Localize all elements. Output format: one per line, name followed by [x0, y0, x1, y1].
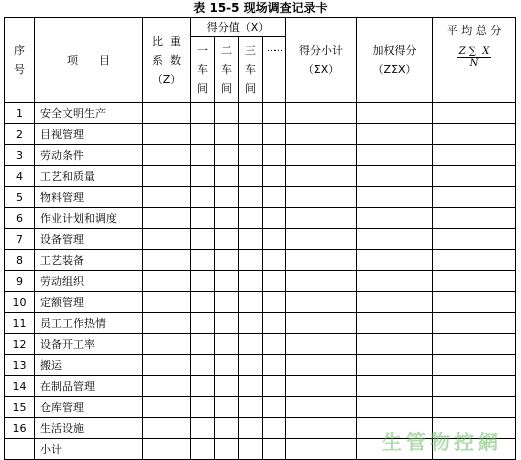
- cell-weight: [143, 292, 191, 313]
- cell-subtotal: [286, 103, 357, 124]
- header-subtotal-line1: 得分小计: [299, 44, 344, 57]
- header-workshop-2: [215, 37, 239, 103]
- row-number: 1: [5, 103, 35, 124]
- cell-workshop-2: [215, 124, 239, 145]
- cell-workshop-3: [239, 292, 263, 313]
- header-weighted: [357, 18, 433, 103]
- row-item: 劳动组织: [35, 271, 143, 292]
- cell-weight: [143, 313, 191, 334]
- cell-subtotal: [286, 166, 357, 187]
- cell-average: [433, 124, 516, 145]
- table-row: [5, 334, 516, 355]
- header-workshop-1-char3: 间: [197, 82, 208, 95]
- cell-subtotal: [286, 313, 357, 334]
- row-item: 仓库管理: [35, 397, 143, 418]
- cell-workshop-3: [239, 145, 263, 166]
- cell-more-workshops: [263, 376, 286, 397]
- cell-workshop-3: [239, 208, 263, 229]
- cell-workshop-2: [215, 292, 239, 313]
- cell-average: [433, 271, 516, 292]
- row-number: 2: [5, 124, 35, 145]
- header-workshop-3-char1: 三: [245, 44, 256, 57]
- table-row: [5, 166, 516, 187]
- cell-weighted: [357, 145, 433, 166]
- row-number: 8: [5, 250, 35, 271]
- cell-subtotal: [286, 124, 357, 145]
- cell-average: [433, 145, 516, 166]
- cell-workshop-1: [191, 187, 215, 208]
- cell-workshop-3: [239, 250, 263, 271]
- cell-workshop-1: [191, 250, 215, 271]
- cell-workshop-3: [239, 334, 263, 355]
- cell-workshop-3: [239, 313, 263, 334]
- cell-workshop-1: [191, 397, 215, 418]
- cell-subtotal: [286, 208, 357, 229]
- cell-more-workshops: [263, 271, 286, 292]
- row-item: 作业计划和调度: [35, 208, 143, 229]
- header-workshop-3: [239, 37, 263, 103]
- cell-average: [433, 355, 516, 376]
- cell-workshop-1: [191, 313, 215, 334]
- row-number: 7: [5, 229, 35, 250]
- row-item: 工艺和质量: [35, 166, 143, 187]
- cell-workshop-3: [239, 376, 263, 397]
- cell-subtotal: [286, 334, 357, 355]
- cell-workshop-3: [239, 229, 263, 250]
- table-row: [5, 103, 516, 124]
- cell-more-workshops: [263, 229, 286, 250]
- header-workshop-2-char3: 间: [221, 82, 232, 95]
- cell-weighted: [357, 103, 433, 124]
- cell-more-workshops: [263, 313, 286, 334]
- average-formula-denominator: N: [469, 58, 479, 69]
- cell-more-workshops: [263, 208, 286, 229]
- cell-workshop-1: [191, 334, 215, 355]
- row-number: 4: [5, 166, 35, 187]
- cell-workshop-1: [191, 292, 215, 313]
- cell-workshop-3: [239, 418, 263, 439]
- cell-weighted: [357, 397, 433, 418]
- cell-workshop-2: [215, 250, 239, 271]
- cell-workshop-1: [191, 166, 215, 187]
- cell-workshop-2: [215, 313, 239, 334]
- row-number: 10: [5, 292, 35, 313]
- header-average: [433, 18, 516, 103]
- table-row: [5, 313, 516, 334]
- cell-weight: [143, 124, 191, 145]
- row-number: 15: [5, 397, 35, 418]
- cell-workshop-3: [239, 166, 263, 187]
- table-row: [5, 250, 516, 271]
- cell-more-workshops: [263, 166, 286, 187]
- row-number: 11: [5, 313, 35, 334]
- cell-subtotal: [286, 145, 357, 166]
- cell-more-workshops: [263, 292, 286, 313]
- cell-average: [433, 103, 516, 124]
- cell-weight: [143, 103, 191, 124]
- cell-workshop-2: [215, 166, 239, 187]
- header-weight-line3: （Z）: [151, 72, 182, 86]
- header-weighted-line2: （ZΣX）: [372, 63, 417, 76]
- row-number: 5: [5, 187, 35, 208]
- table-row: [5, 271, 516, 292]
- cell-more-workshops: [263, 334, 286, 355]
- cell-average: [433, 229, 516, 250]
- header-workshop-3-char2: 车: [245, 63, 256, 76]
- header-workshop-2-char1: 二: [221, 44, 232, 57]
- cell-weighted: [357, 355, 433, 376]
- cell-subtotal: [286, 229, 357, 250]
- cell-workshop-2: [215, 229, 239, 250]
- header-weight-line2: 系 数: [152, 53, 181, 67]
- row-item: 设备开工率: [35, 334, 143, 355]
- cell-subtotal: [286, 271, 357, 292]
- cell-workshop-1: [191, 439, 215, 460]
- cell-average: [433, 250, 516, 271]
- cell-workshop-2: [215, 376, 239, 397]
- average-formula-numerator: Z ∑ X: [458, 46, 490, 57]
- cell-weighted: [357, 271, 433, 292]
- cell-more-workshops: [263, 397, 286, 418]
- cell-more-workshops: [263, 439, 286, 460]
- cell-weighted: [357, 166, 433, 187]
- header-weighted-line1: 加权得分: [372, 44, 417, 57]
- header-item: 项 目: [35, 18, 143, 103]
- row-item: 小计: [35, 439, 143, 460]
- cell-weight: [143, 208, 191, 229]
- cell-weighted: [357, 187, 433, 208]
- row-number: 14: [5, 376, 35, 397]
- cell-workshop-3: [239, 187, 263, 208]
- cell-workshop-2: [215, 439, 239, 460]
- table-row: [5, 229, 516, 250]
- table-row: [5, 145, 516, 166]
- cell-workshop-1: [191, 208, 215, 229]
- cell-weighted: [357, 292, 433, 313]
- row-item: 物料管理: [35, 187, 143, 208]
- header-workshop-2-char2: 车: [221, 63, 232, 76]
- cell-weight: [143, 376, 191, 397]
- cell-more-workshops: [263, 145, 286, 166]
- cell-more-workshops: [263, 418, 286, 439]
- cell-more-workshops: [263, 250, 286, 271]
- cell-workshop-3: [239, 124, 263, 145]
- cell-subtotal: [286, 355, 357, 376]
- cell-more-workshops: [263, 124, 286, 145]
- header-average-label: 平 均 总 分: [446, 24, 502, 37]
- header-workshop-3-char3: 间: [245, 82, 256, 95]
- survey-record-table: [4, 17, 516, 460]
- table-row: [5, 208, 516, 229]
- row-number: 3: [5, 145, 35, 166]
- header-seq: [5, 18, 35, 103]
- cell-weight: [143, 187, 191, 208]
- cell-weight: [143, 229, 191, 250]
- cell-workshop-1: [191, 145, 215, 166]
- cell-weight: [143, 418, 191, 439]
- cell-weight: [143, 271, 191, 292]
- table-row: [5, 124, 516, 145]
- header-workshop-1-char2: 车: [197, 63, 208, 76]
- cell-workshop-2: [215, 187, 239, 208]
- cell-weight: [143, 145, 191, 166]
- row-item: 安全文明生产: [35, 103, 143, 124]
- cell-more-workshops: [263, 103, 286, 124]
- row-item: 劳动条件: [35, 145, 143, 166]
- cell-subtotal: [286, 418, 357, 439]
- cell-workshop-2: [215, 355, 239, 376]
- header-weight: [143, 18, 191, 103]
- header-subtotal-line2: （ΣX）: [302, 63, 340, 76]
- cell-weighted: [357, 229, 433, 250]
- row-number: 16: [5, 418, 35, 439]
- cell-workshop-1: [191, 355, 215, 376]
- cell-workshop-3: [239, 355, 263, 376]
- cell-average: [433, 187, 516, 208]
- cell-weighted: [357, 124, 433, 145]
- cell-workshop-1: [191, 124, 215, 145]
- cell-workshop-2: [215, 418, 239, 439]
- cell-weight: [143, 334, 191, 355]
- header-seq-line2: 号: [14, 63, 25, 76]
- table-row: [5, 376, 516, 397]
- cell-subtotal: [286, 292, 357, 313]
- cell-average: [433, 292, 516, 313]
- row-number: 13: [5, 355, 35, 376]
- cell-weight: [143, 355, 191, 376]
- cell-workshop-1: [191, 229, 215, 250]
- cell-more-workshops: [263, 355, 286, 376]
- cell-workshop-3: [239, 397, 263, 418]
- header-seq-line1: 序: [14, 44, 25, 57]
- row-number: 12: [5, 334, 35, 355]
- cell-weighted: [357, 250, 433, 271]
- cell-average: [433, 208, 516, 229]
- cell-workshop-3: [239, 271, 263, 292]
- cell-subtotal: [286, 187, 357, 208]
- cell-subtotal: [286, 250, 357, 271]
- cell-subtotal: [286, 397, 357, 418]
- cell-average: [433, 376, 516, 397]
- cell-workshop-2: [215, 103, 239, 124]
- row-item: 搬运: [35, 355, 143, 376]
- cell-workshop-2: [215, 397, 239, 418]
- row-item: 工艺装备: [35, 250, 143, 271]
- cell-average: [433, 334, 516, 355]
- cell-workshop-2: [215, 208, 239, 229]
- cell-workshop-1: [191, 103, 215, 124]
- row-number: 9: [5, 271, 35, 292]
- header-workshop-1-char1: 一: [197, 44, 208, 57]
- cell-workshop-2: [215, 145, 239, 166]
- header-subtotal: [286, 18, 357, 103]
- cell-workshop-2: [215, 271, 239, 292]
- row-item: 员工工作热情: [35, 313, 143, 334]
- cell-weighted: [357, 208, 433, 229]
- row-item: 定额管理: [35, 292, 143, 313]
- cell-weight: [143, 250, 191, 271]
- table-row: [5, 292, 516, 313]
- cell-more-workshops: [263, 187, 286, 208]
- row-number: 6: [5, 208, 35, 229]
- cell-workshop-1: [191, 271, 215, 292]
- cell-workshop-2: [215, 334, 239, 355]
- cell-workshop-1: [191, 418, 215, 439]
- table-row: [5, 397, 516, 418]
- header-ellipsis: ……: [267, 44, 282, 54]
- cell-workshop-1: [191, 376, 215, 397]
- cell-workshop-3: [239, 103, 263, 124]
- cell-weighted: [357, 376, 433, 397]
- cell-average: [433, 166, 516, 187]
- table-title: 表 15-5 现场调查记录卡: [193, 1, 328, 15]
- cell-weight: [143, 397, 191, 418]
- header-weight-line1: 比 重: [152, 34, 181, 48]
- header-score-group: 得分值（X）: [191, 18, 286, 37]
- header-workshop-1: [191, 37, 215, 103]
- row-item: 生活设施: [35, 418, 143, 439]
- cell-weight: [143, 166, 191, 187]
- cell-subtotal: [286, 439, 357, 460]
- row-item: 目视管理: [35, 124, 143, 145]
- cell-average: [433, 397, 516, 418]
- site-watermark: 生管物控網: [382, 430, 502, 454]
- row-item: 设备管理: [35, 229, 143, 250]
- row-number: [5, 439, 35, 460]
- table-row: [5, 355, 516, 376]
- header-more-workshops: [263, 37, 286, 103]
- average-formula: [457, 46, 492, 69]
- cell-average: [433, 313, 516, 334]
- cell-workshop-3: [239, 439, 263, 460]
- table-row: [5, 187, 516, 208]
- cell-weight: [143, 439, 191, 460]
- cell-weighted: [357, 334, 433, 355]
- row-item: 在制品管理: [35, 376, 143, 397]
- cell-subtotal: [286, 376, 357, 397]
- cell-weighted: [357, 313, 433, 334]
